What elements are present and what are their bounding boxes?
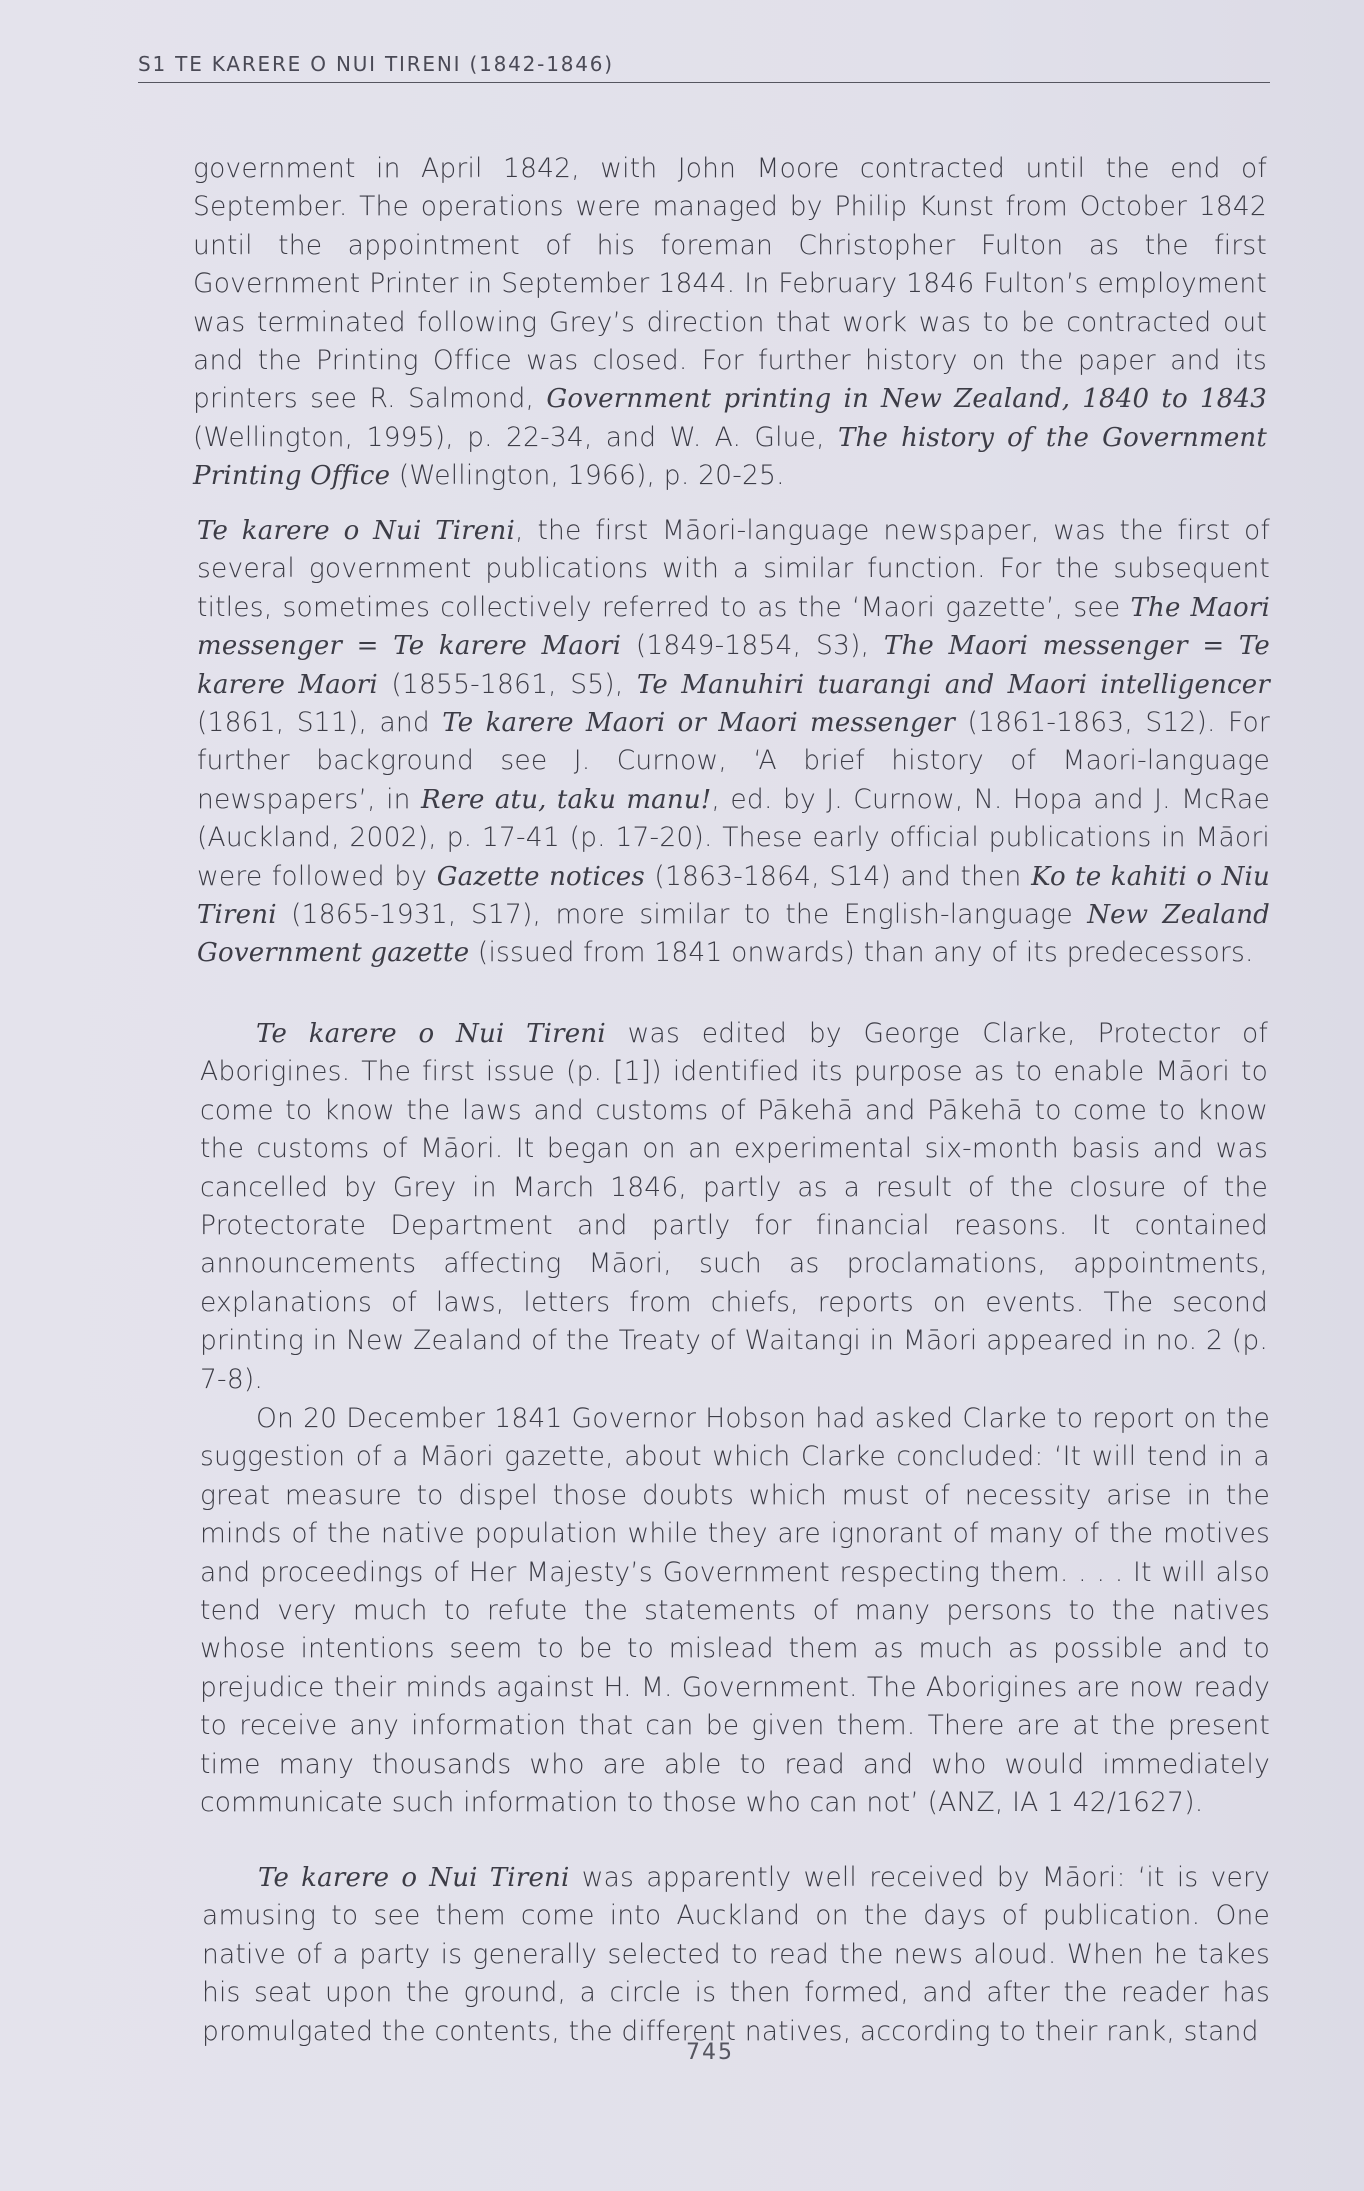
header-rule (138, 82, 1270, 83)
paragraph-3 (200, 1015, 1268, 1399)
page-number: 745 (686, 2040, 734, 2065)
italic-title: Te karere Maori or Maori messenger (442, 708, 956, 739)
italic-title: Te Manuhiri tuarangi and Maori intelligencer (636, 669, 1271, 700)
italic-title: Rere atu, taku manu! (421, 784, 712, 815)
text-segment: On 20 December 1841 Governor Hobson had asked Clarke to report on the suggestion of a Māori gazette, about which Clarke concluded: ‘It will tend in a great measure to dispel those doubts which must of necessity arise in the minds of the native population while they are ignorant of many of the motives and proceedings of Her Majesty’s Government respecting them. . . . It will also tend very much to refute the statements of many persons to the natives whose intentions seem to be to mislead them as much as possible and to prejudice their minds against H. M. Government. The Aborigines are now ready to receive any information that can be given them. There are at the present time many thousands who are able to read and who would immediately communicate such information to those who can not’ (ANZ, IA 1 42/1627). (200, 1403, 1270, 1819)
italic-title: Te karere o Nui Tireni (258, 1863, 570, 1893)
italic-title: The history of the Government Printing Office (193, 422, 1268, 492)
italic-title: Ko te kahiti o Niu Tireni (197, 861, 1270, 931)
text-segment: (1863-1864, S14) and then (644, 860, 1032, 892)
text-segment: (issued from 1841 onwards) than any of its predecessors. (469, 937, 1254, 969)
paragraph-2 (197, 512, 1270, 973)
text-segment: (1849-1854, S3), (621, 630, 884, 662)
italic-title: The Maori messenger = Te karere Maori (197, 631, 1270, 700)
text-segment: , ed. by J. Curnow, N. Hopa and J. McRae (Auckland, 2002), p. 17-41 (p. 17-20). These early official publications in Māori were followed by (197, 783, 1270, 892)
paragraph-4 (200, 1400, 1270, 1822)
paragraph-1 (193, 150, 1267, 496)
italic-title: Te karere o Nui Tireni (197, 516, 515, 546)
text-segment: , the first Māori-language newspaper, was the first of several government publications with a similar function. For the subsequent titles, sometimes collectively referred to as the ‘Maori gazette’, see (197, 515, 1270, 623)
italic-title: Gazette notices (436, 861, 645, 892)
italic-title: Te karere o Nui Tireni (256, 1019, 606, 1049)
text-segment: was apparently well received by Māori: ‘it is very amusing to see them come into Auckland on the days of publication. One native of a party is generally selected to read the news aloud. When he takes his seat upon the ground, a circle is then formed, and after the reader has promulgated the contents, the different natives, according to their rank, stand (202, 1862, 1270, 2047)
paragraph-5 (202, 1859, 1270, 2051)
text-segment: government in April 1842, with John Moore contracted until the end of September. The operations were managed by Philip Kunst from October 1842 until the appointment of his foreman Christopher Fulton as the first Government Printer in September 1844. In February 1846 Fulton’s employment was terminated following Grey’s direction that work was to be contracted out and the Printing Office was closed. For further history on the paper and its printers see R. Salmond, (193, 153, 1267, 415)
text-segment: (1861, S11), and (197, 707, 443, 739)
text-segment: (1865-1931, S17), more similar to the English-language (276, 899, 1088, 931)
italic-title: Government printing in New Zealand, 1840 to 1843 (546, 384, 1267, 415)
text-segment: (1861-1863, S12). For further background see J. Curnow, ‘A brief history of Maori-language newspapers’, in (197, 707, 1270, 815)
text-segment: was edited by George Clarke, Protector of Aborigines. The first issue (p. [1]) identified its purpose as to enable Māori to come to know the laws and customs of Pākehā and Pākehā to come to know the customs of Māori. It began on an experimental six-month basis and was cancelled by Grey in March 1846, partly as a result of the closure of the Protectorate Department and partly for financial reasons. It contained announcements affecting Māori, such as proclamations, appointments, explanations of laws, letters from chiefs, reports on events. The second printing in New Zealand of the Treaty of Waitangi in Māori appeared in no. 2 (p. 7-8). (200, 1018, 1268, 1395)
running-head: S1 TE KARERE O NUI TIRENI (1842-1846) (138, 52, 614, 76)
text-segment: (Wellington, 1995), p. 22-34, and W. A. Glue, (193, 421, 838, 453)
text-segment: (1855-1861, S5), (377, 668, 637, 700)
text-segment: (Wellington, 1966), p. 20-25. (390, 460, 785, 492)
italic-title: New Zealand Government gazette (197, 900, 1270, 969)
italic-title: The Maori messenger = Te karere Maori (197, 592, 1271, 662)
